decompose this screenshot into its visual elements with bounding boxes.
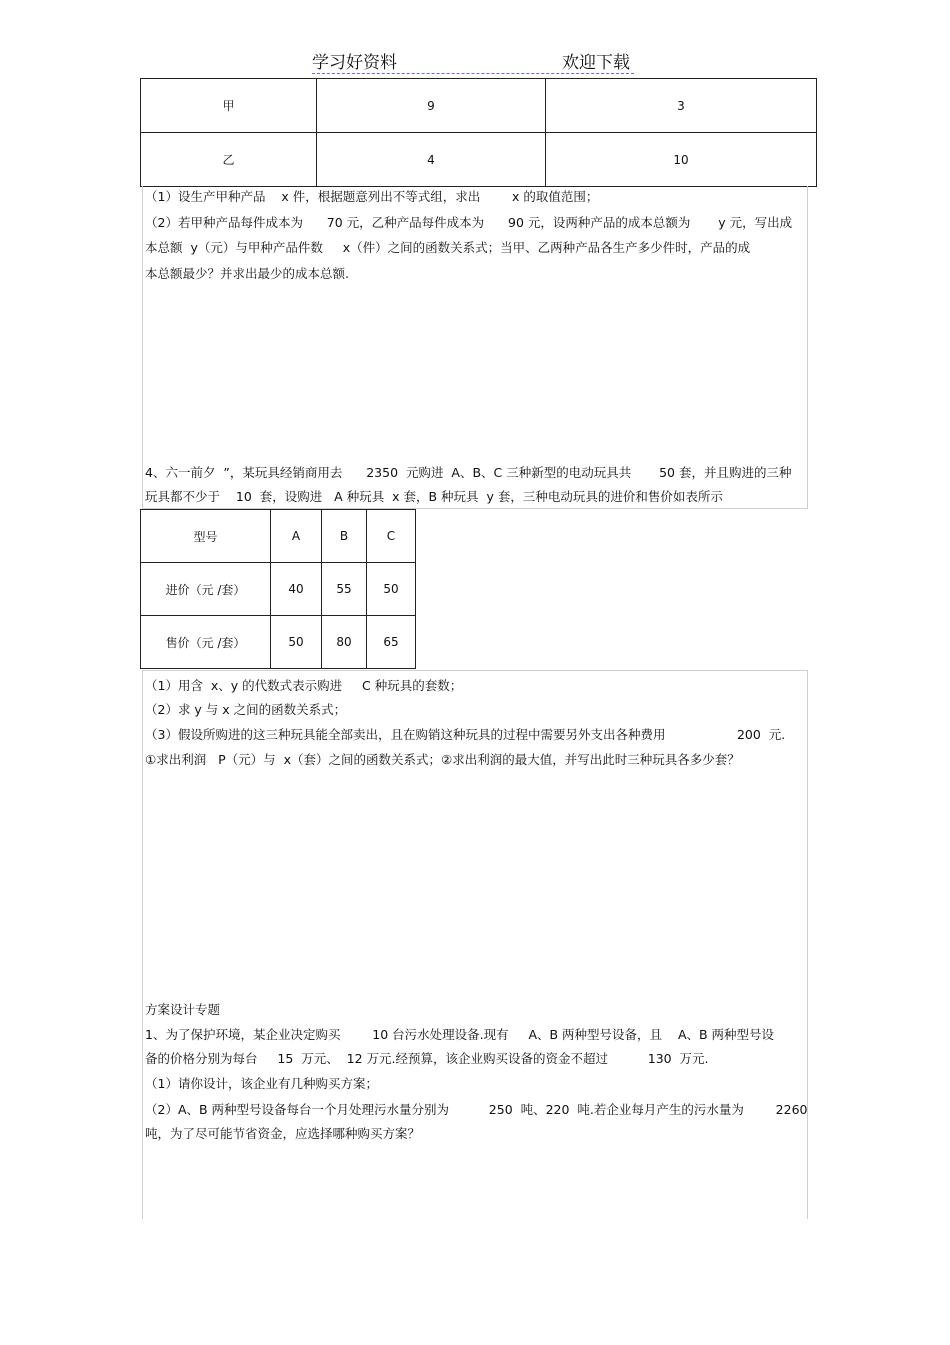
table-cell: 80 [322,616,367,669]
section-line-2: 备的价格分别为每台 15 万元、 12 万元.经预算，该企业购买设备的资金不超过 130 万元. [145,1051,709,1066]
section-line-4: （2）A、B 两种型号设备每台一个月处理污水量分别为 250 吨、220 吨.若企业每月产生的污水量为 2260 [145,1102,808,1117]
table-cell: 55 [322,563,367,616]
table-row [141,133,817,187]
table-header-cell: A [271,510,322,563]
table-row [141,616,416,669]
production-table [140,78,817,187]
table-cell: 50 [271,616,322,669]
table-header-cell: 型号 [141,510,271,563]
table-cell: 10 [546,133,817,187]
table-cell: 40 [271,563,322,616]
table-cell: 乙 [141,133,317,187]
section-title: 方案设计专题 [145,1002,221,1017]
q3-line-1: （1）设生产甲种产品 x 件，根据题意列出不等式组，求出 x 的取值范围； [145,189,599,204]
q3-line-2: （2）若甲种产品每件成本为 70 元，乙种产品每件成本为 90 元，设两种产品的成本总额为 y 元，写出成 [145,215,793,230]
table-cell: 4 [317,133,546,187]
section-line-3: （1）请你设计，该企业有几种购买方案； [145,1076,378,1091]
table-cell: 甲 [141,79,317,133]
section-line-1: 1、为了保护环境，某企业决定购买 10 台污水处理设备.现有 A、B 两种型号设备，且 A、B 两种型号设 [145,1027,775,1042]
table-header-cell: B [322,510,367,563]
q4-question-3: （3）假设所购进的这三种玩具能全部卖出，且在购销这种玩具的过程中需要另外支出各种费用 200 元. [145,727,786,742]
table-row [141,563,416,616]
toy-price-table [140,509,416,669]
table-header-row [141,510,416,563]
q3-line-3: 本总额 y（元）与甲种产品件数 x（件）之间的函数关系式；当甲、乙两种产品各生产多少件时，产品的成 [145,240,751,255]
table-cell: 进价（元 /套） [141,563,271,616]
q4-question-1: （1）用含 x、y 的代数式表示购进 C 种玩具的套数； [145,678,463,693]
q4-line-2: 玩具都不少于 10 套，设购进 A 种玩具 x 套，B 种玩具 y 套，三种电动玩具的进价和售价如表所示 [145,489,723,504]
q4-question-4: ①求出利润 P（元）与 x（套）之间的函数关系式；②求出利润的最大值，并写出此时三种玩具各多少套？ [145,752,740,767]
section-line-5: 吨，为了尽可能节省资金，应选择哪种购买方案？ [145,1126,421,1141]
table-cell: 9 [317,79,546,133]
table-header-cell: C [367,510,416,563]
q4-line-1: 4、六一前夕 ”，某玩具经销商用去 2350 元购进 A、B、C 三种新型的电动玩具共 50 套，并且购进的三种 [145,465,792,480]
table-cell: 65 [367,616,416,669]
table-row [141,79,817,133]
table-cell: 售价（元 /套） [141,616,271,669]
header-divider [312,73,634,74]
header-right-text: 欢迎下载 [562,53,630,73]
header-left-text: 学习好资料 [312,53,397,73]
q4-question-2: （2）求 y 与 x 之间的函数关系式； [145,702,347,717]
answer-area-frame [142,186,808,509]
q3-line-4: 本总额最少？并求出最少的成本总额. [145,266,349,281]
table-cell: 3 [546,79,817,133]
table-cell: 50 [367,563,416,616]
